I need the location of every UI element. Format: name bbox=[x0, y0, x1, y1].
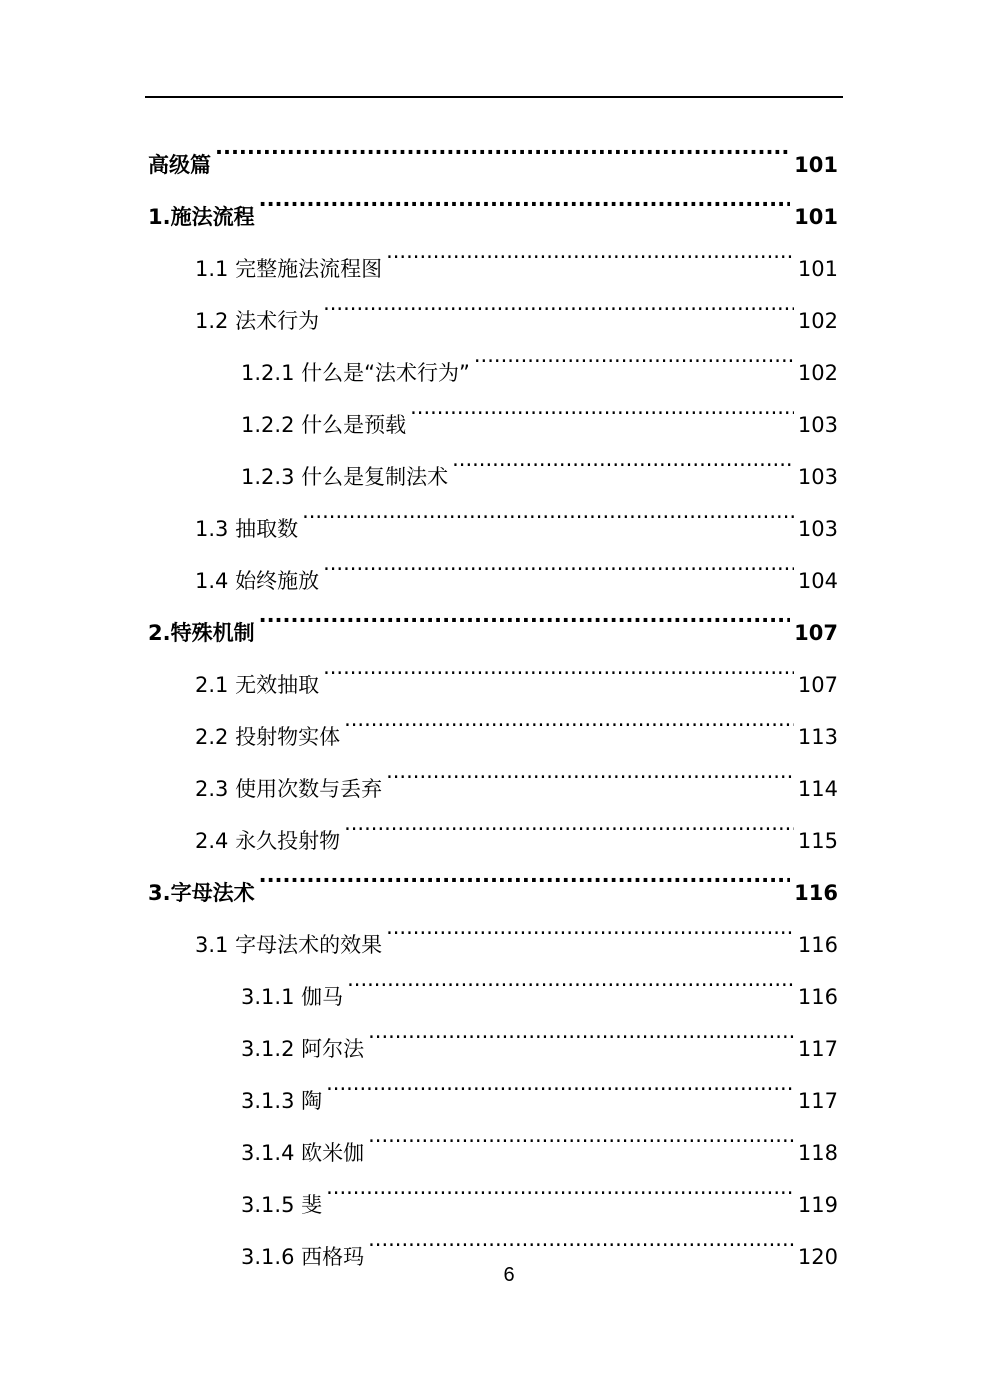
toc-entry-label: 3.1.3 陶 bbox=[241, 1089, 323, 1113]
toc-entry-page-number: 102 bbox=[797, 309, 838, 333]
toc-entry-label: 3.字母法术 bbox=[148, 881, 255, 905]
dot-leader bbox=[326, 1160, 794, 1212]
toc-entry[interactable] bbox=[241, 952, 838, 1009]
toc-entry[interactable] bbox=[241, 1056, 838, 1113]
toc-entry[interactable] bbox=[195, 276, 838, 333]
toc-entry[interactable] bbox=[241, 1004, 838, 1061]
toc-entry-label: 1.4 始终施放 bbox=[195, 569, 320, 593]
toc-entry-label: 1.3 抽取数 bbox=[195, 517, 299, 541]
toc-entry[interactable] bbox=[195, 640, 838, 697]
toc-entry-page-number: 116 bbox=[794, 881, 838, 905]
dot-leader bbox=[344, 796, 794, 848]
toc-entry-page-number: 117 bbox=[797, 1089, 838, 1113]
header-rule bbox=[145, 96, 843, 98]
dot-leader bbox=[368, 1004, 794, 1056]
toc-entry[interactable] bbox=[148, 120, 838, 177]
toc-entry-page-number: 118 bbox=[797, 1141, 838, 1165]
toc-entry-page-number: 101 bbox=[797, 257, 838, 281]
toc-entry[interactable] bbox=[195, 484, 838, 541]
toc-entry[interactable] bbox=[241, 1108, 838, 1165]
toc-entry[interactable] bbox=[241, 1212, 838, 1269]
toc-entry[interactable] bbox=[148, 172, 838, 229]
toc-entry-label: 高级篇 bbox=[148, 153, 211, 177]
toc-entry-label: 3.1.4 欧米伽 bbox=[241, 1141, 365, 1165]
toc-entry[interactable] bbox=[195, 796, 838, 853]
dot-leader bbox=[215, 120, 790, 172]
toc-entry[interactable] bbox=[148, 588, 838, 645]
toc-entry[interactable] bbox=[195, 744, 838, 801]
toc-entry-label: 2.1 无效抽取 bbox=[195, 673, 320, 697]
toc-entry-page-number: 107 bbox=[794, 621, 838, 645]
dot-leader bbox=[259, 848, 791, 900]
toc-entry-page-number: 119 bbox=[797, 1193, 838, 1217]
toc-entry-page-number: 104 bbox=[797, 569, 838, 593]
toc-entry-label: 1.施法流程 bbox=[148, 205, 255, 229]
dot-leader bbox=[323, 276, 794, 328]
toc-entry[interactable] bbox=[241, 432, 838, 489]
dot-leader bbox=[386, 224, 794, 276]
toc-entry-page-number: 117 bbox=[797, 1037, 838, 1061]
dot-leader bbox=[386, 744, 794, 796]
toc-entry-page-number: 102 bbox=[797, 361, 838, 385]
dot-leader bbox=[386, 900, 794, 952]
toc-entry-label: 1.2.3 什么是复制法术 bbox=[241, 465, 449, 489]
dot-leader bbox=[302, 484, 794, 536]
toc-entry-label: 1.2 法术行为 bbox=[195, 309, 320, 333]
dot-leader bbox=[259, 588, 791, 640]
dot-leader bbox=[452, 432, 794, 484]
toc-entry-page-number: 103 bbox=[797, 517, 838, 541]
toc-entry-label: 2.特殊机制 bbox=[148, 621, 255, 645]
dot-leader bbox=[323, 536, 794, 588]
toc-entry-label: 2.2 投射物实体 bbox=[195, 725, 341, 749]
dot-leader bbox=[410, 380, 794, 432]
dot-leader bbox=[259, 172, 791, 224]
page-number: 6 bbox=[503, 1264, 515, 1286]
toc-entry[interactable] bbox=[241, 328, 838, 385]
toc-entry-label: 3.1.2 阿尔法 bbox=[241, 1037, 365, 1061]
toc-entry-page-number: 107 bbox=[797, 673, 838, 697]
toc-entry[interactable] bbox=[241, 380, 838, 437]
toc-entry-label: 2.4 永久投射物 bbox=[195, 829, 341, 853]
toc-entry-page-number: 101 bbox=[794, 153, 838, 177]
toc-entry-page-number: 116 bbox=[797, 933, 838, 957]
toc-entry-page-number: 113 bbox=[797, 725, 838, 749]
toc-entry-label: 1.1 完整施法流程图 bbox=[195, 257, 383, 281]
toc-entry-page-number: 120 bbox=[797, 1245, 838, 1269]
toc-entry-page-number: 101 bbox=[794, 205, 838, 229]
toc-entry[interactable] bbox=[195, 692, 838, 749]
toc-entry-page-number: 103 bbox=[797, 413, 838, 437]
toc-entry-page-number: 103 bbox=[797, 465, 838, 489]
dot-leader bbox=[368, 1108, 794, 1160]
dot-leader bbox=[474, 328, 794, 380]
dot-leader bbox=[323, 640, 794, 692]
toc-entry-label: 1.2.1 什么是“法术行为” bbox=[241, 361, 470, 385]
toc-entry-label: 1.2.2 什么是预载 bbox=[241, 413, 407, 437]
toc-entry[interactable] bbox=[195, 224, 838, 281]
toc-entry-page-number: 115 bbox=[797, 829, 838, 853]
toc-entry-label: 3.1.6 西格玛 bbox=[241, 1245, 365, 1269]
toc-entry-page-number: 114 bbox=[797, 777, 838, 801]
toc-entry-label: 3.1.1 伽马 bbox=[241, 985, 344, 1009]
dot-leader bbox=[347, 952, 794, 1004]
toc-entry-label: 2.3 使用次数与丢弃 bbox=[195, 777, 383, 801]
toc-entry-label: 3.1.5 斐 bbox=[241, 1193, 323, 1217]
dot-leader bbox=[344, 692, 794, 744]
toc-entry-page-number: 116 bbox=[797, 985, 838, 1009]
toc-entry[interactable] bbox=[148, 848, 838, 905]
dot-leader bbox=[368, 1212, 794, 1264]
toc-entry-label: 3.1 字母法术的效果 bbox=[195, 933, 383, 957]
toc-entry[interactable] bbox=[195, 900, 838, 957]
dot-leader bbox=[326, 1056, 794, 1108]
toc-entry[interactable] bbox=[195, 536, 838, 593]
toc-entry[interactable] bbox=[241, 1160, 838, 1217]
